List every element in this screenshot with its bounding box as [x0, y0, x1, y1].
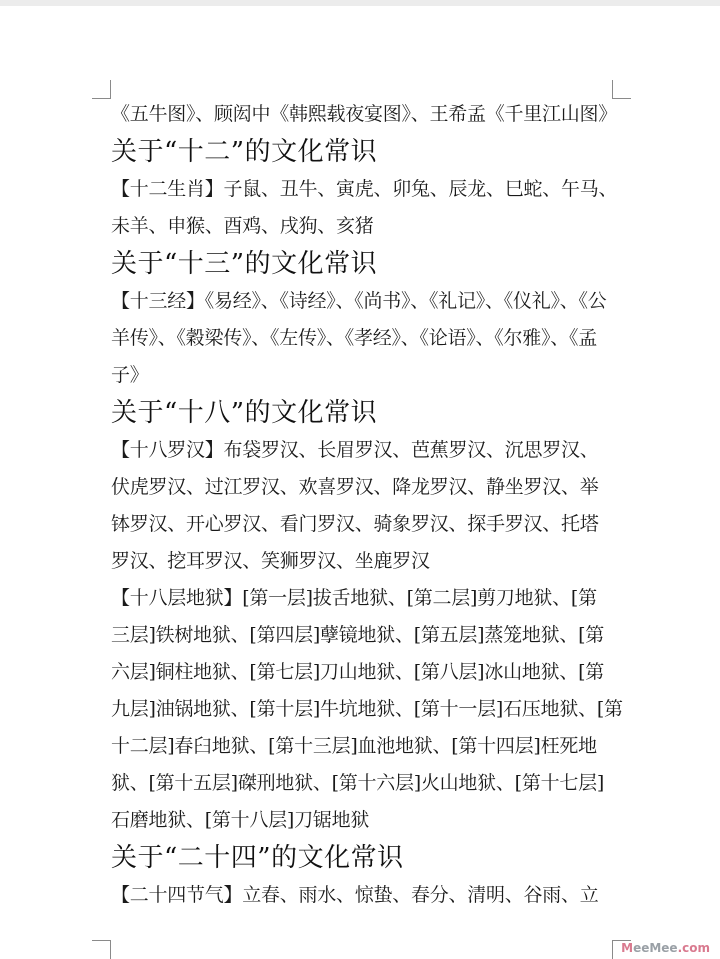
paragraph-line: 伏虎罗汉、过江罗汉、欢喜罗汉、降龙罗汉、静坐罗汉、举 [111, 476, 599, 498]
section-heading: 关于“十二”的文化常识 [111, 137, 378, 167]
paragraph-line: 【十八层地狱】[第一层]拔舌地狱、[第二层]剪刀地狱、[第 [111, 587, 597, 609]
watermark-part: M [621, 941, 634, 955]
paragraph-line: 十二层]春臼地狱、[第十三层]血池地狱、[第十四层]枉死地 [111, 735, 597, 757]
paragraph-line: 【十八罗汉】布袋罗汉、长眉罗汉、芭蕉罗汉、沉思罗汉、 [111, 439, 599, 461]
paragraph-line: 未羊、申猴、酉鸡、戌狗、亥猪 [111, 215, 374, 237]
document-page [111, 96, 623, 914]
viewer-top-bar [0, 0, 720, 6]
paragraph-line: 罗汉、挖耳罗汉、笑狮罗汉、坐鹿罗汉 [111, 550, 430, 572]
section-heading: 关于“十三”的文化常识 [111, 249, 378, 279]
paragraph-line: 六层]铜柱地狱、[第七层]刀山地狱、[第八层]冰山地狱、[第 [111, 661, 604, 683]
watermark-part: eeMee [633, 941, 678, 955]
site-watermark [621, 941, 710, 955]
margin-corner-mark [612, 80, 631, 99]
paragraph-line: 九层]油锅地狱、[第十层]牛坑地狱、[第十一层]石压地狱、[第 [111, 698, 623, 720]
paragraph-line: 狱、[第十五层]磔刑地狱、[第十六层]火山地狱、[第十七层] [111, 772, 604, 794]
watermark-part: .com [677, 941, 710, 955]
margin-corner-mark [92, 940, 111, 959]
paragraph-line: 三层]铁树地狱、[第四层]孽镜地狱、[第五层]蒸笼地狱、[第 [111, 624, 604, 646]
paragraph-line: 石磨地狱、[第十八层]刀锯地狱 [111, 809, 370, 831]
paragraph-line: 【十二生肖】子鼠、丑牛、寅虎、卯兔、辰龙、巳蛇、午马、 [111, 178, 618, 200]
paragraph-line: 钵罗汉、开心罗汉、看门罗汉、骑象罗汉、探手罗汉、托塔 [111, 513, 599, 535]
paragraph-line: 【二十四节气】立春、雨水、惊蛰、春分、清明、谷雨、立 [111, 884, 599, 906]
paragraph-line: 《五牛图》、顾闳中《韩熙载夜宴图》、王希孟《千里江山图》 [111, 103, 618, 125]
paragraph-line: 【十三经】《易经》、《诗经》、《尚书》、《礼记》、《仪礼》、《公 [111, 290, 607, 312]
section-heading: 关于“十八”的文化常识 [111, 398, 378, 428]
paragraph-line: 羊传》、《穀梁传》、《左传》、《孝经》、《论语》、《尔雅》、《孟 [111, 327, 598, 349]
section-heading: 关于“二十四”的文化常识 [111, 843, 404, 873]
margin-corner-mark [92, 80, 111, 99]
paragraph-line: 子》 [111, 364, 149, 386]
